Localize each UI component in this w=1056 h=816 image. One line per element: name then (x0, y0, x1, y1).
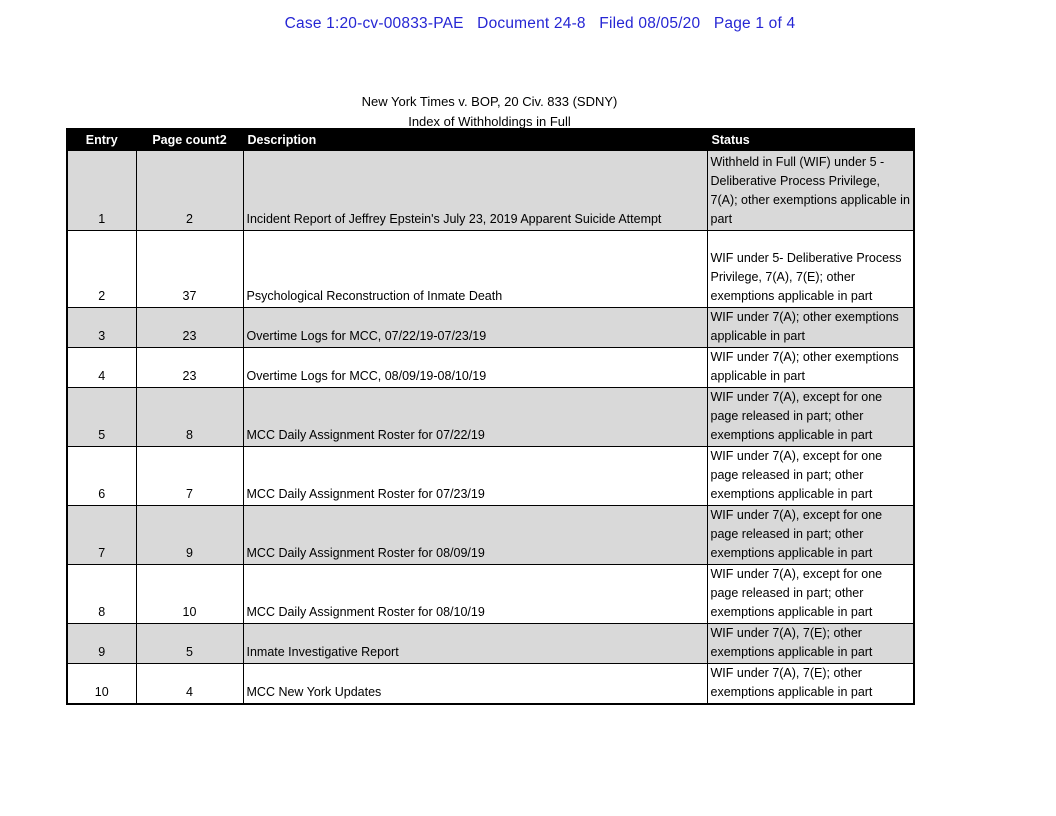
entry-cell: 4 (67, 348, 136, 388)
table-row (67, 231, 914, 308)
entry-cell: 9 (67, 624, 136, 664)
withholdings-table (66, 128, 915, 705)
status-cell: WIF under 7(A), except for one page released in part; other exemptions applicable in part (707, 447, 914, 506)
description-cell: Overtime Logs for MCC, 08/09/19-08/10/19 (243, 348, 707, 388)
status-cell: WIF under 7(A), 7(E); other exemptions applicable in part (707, 624, 914, 664)
page-count-cell: 9 (136, 506, 243, 565)
description-cell: MCC Daily Assignment Roster for 08/09/19 (243, 506, 707, 565)
entry-cell: 2 (67, 231, 136, 308)
page-count-cell: 10 (136, 565, 243, 624)
status-cell: WIF under 7(A); other exemptions applicable in part (707, 308, 914, 348)
table-row (67, 624, 914, 664)
entry-cell: 5 (67, 388, 136, 447)
status-cell: WIF under 7(A), except for one page released in part; other exemptions applicable in part (707, 506, 914, 565)
table-row (67, 506, 914, 565)
entry-cell: 6 (67, 447, 136, 506)
table-row (67, 308, 914, 348)
page-count-cell: 2 (136, 151, 243, 231)
status-cell: WIF under 5- Deliberative Process Privilege, 7(A), 7(E); other exemptions applicable in part (707, 231, 914, 308)
status-cell: WIF under 7(A), except for one page released in part; other exemptions applicable in part (707, 565, 914, 624)
status-cell: WIF under 7(A); other exemptions applicable in part (707, 348, 914, 388)
entry-cell: 10 (67, 664, 136, 705)
case-title: New York Times v. BOP, 20 Civ. 833 (SDNY) (361, 94, 618, 109)
description-cell: Psychological Reconstruction of Inmate Death (243, 231, 707, 308)
description-cell: MCC New York Updates (243, 664, 707, 705)
column-header-entry: Entry (67, 129, 136, 151)
table-row (67, 447, 914, 506)
description-cell: Incident Report of Jeffrey Epstein's July 23, 2019 Apparent Suicide Attempt (243, 151, 707, 231)
status-cell: Withheld in Full (WIF) under 5 - Deliberative Process Privilege, 7(A); other exemptions applicable in part (707, 151, 914, 231)
entry-cell: 8 (67, 565, 136, 624)
table-row (67, 348, 914, 388)
document-title-block (66, 92, 913, 132)
page-count-cell: 37 (136, 231, 243, 308)
page-count-cell: 23 (136, 348, 243, 388)
description-cell: MCC Daily Assignment Roster for 07/22/19 (243, 388, 707, 447)
entry-cell: 3 (67, 308, 136, 348)
column-header-description: Description (243, 129, 707, 151)
description-cell: Inmate Investigative Report (243, 624, 707, 664)
description-cell: Overtime Logs for MCC, 07/22/19-07/23/19 (243, 308, 707, 348)
column-header-status: Status (707, 129, 914, 151)
table-row (67, 388, 914, 447)
table-header-row (67, 129, 914, 151)
entry-cell: 1 (67, 151, 136, 231)
page-count-cell: 7 (136, 447, 243, 506)
table-row (67, 151, 914, 231)
page-count-cell: 5 (136, 624, 243, 664)
page-count-cell: 4 (136, 664, 243, 705)
status-cell: WIF under 7(A), except for one page released in part; other exemptions applicable in part (707, 388, 914, 447)
table-row (67, 565, 914, 624)
table-row (67, 664, 914, 705)
description-cell: MCC Daily Assignment Roster for 07/23/19 (243, 447, 707, 506)
status-cell: WIF under 7(A), 7(E); other exemptions applicable in part (707, 664, 914, 705)
index-subtitle: Index of Withholdings in Full (408, 114, 571, 129)
ecf-filing-stamp: Case 1:20-cv-00833-PAE Document 24-8 Filed 08/05/20 Page 1 of 4 (284, 15, 796, 32)
page-count-cell: 8 (136, 388, 243, 447)
entry-cell: 7 (67, 506, 136, 565)
column-header-page-count: Page count2 (136, 129, 243, 151)
description-cell: MCC Daily Assignment Roster for 08/10/19 (243, 565, 707, 624)
page-count-cell: 23 (136, 308, 243, 348)
